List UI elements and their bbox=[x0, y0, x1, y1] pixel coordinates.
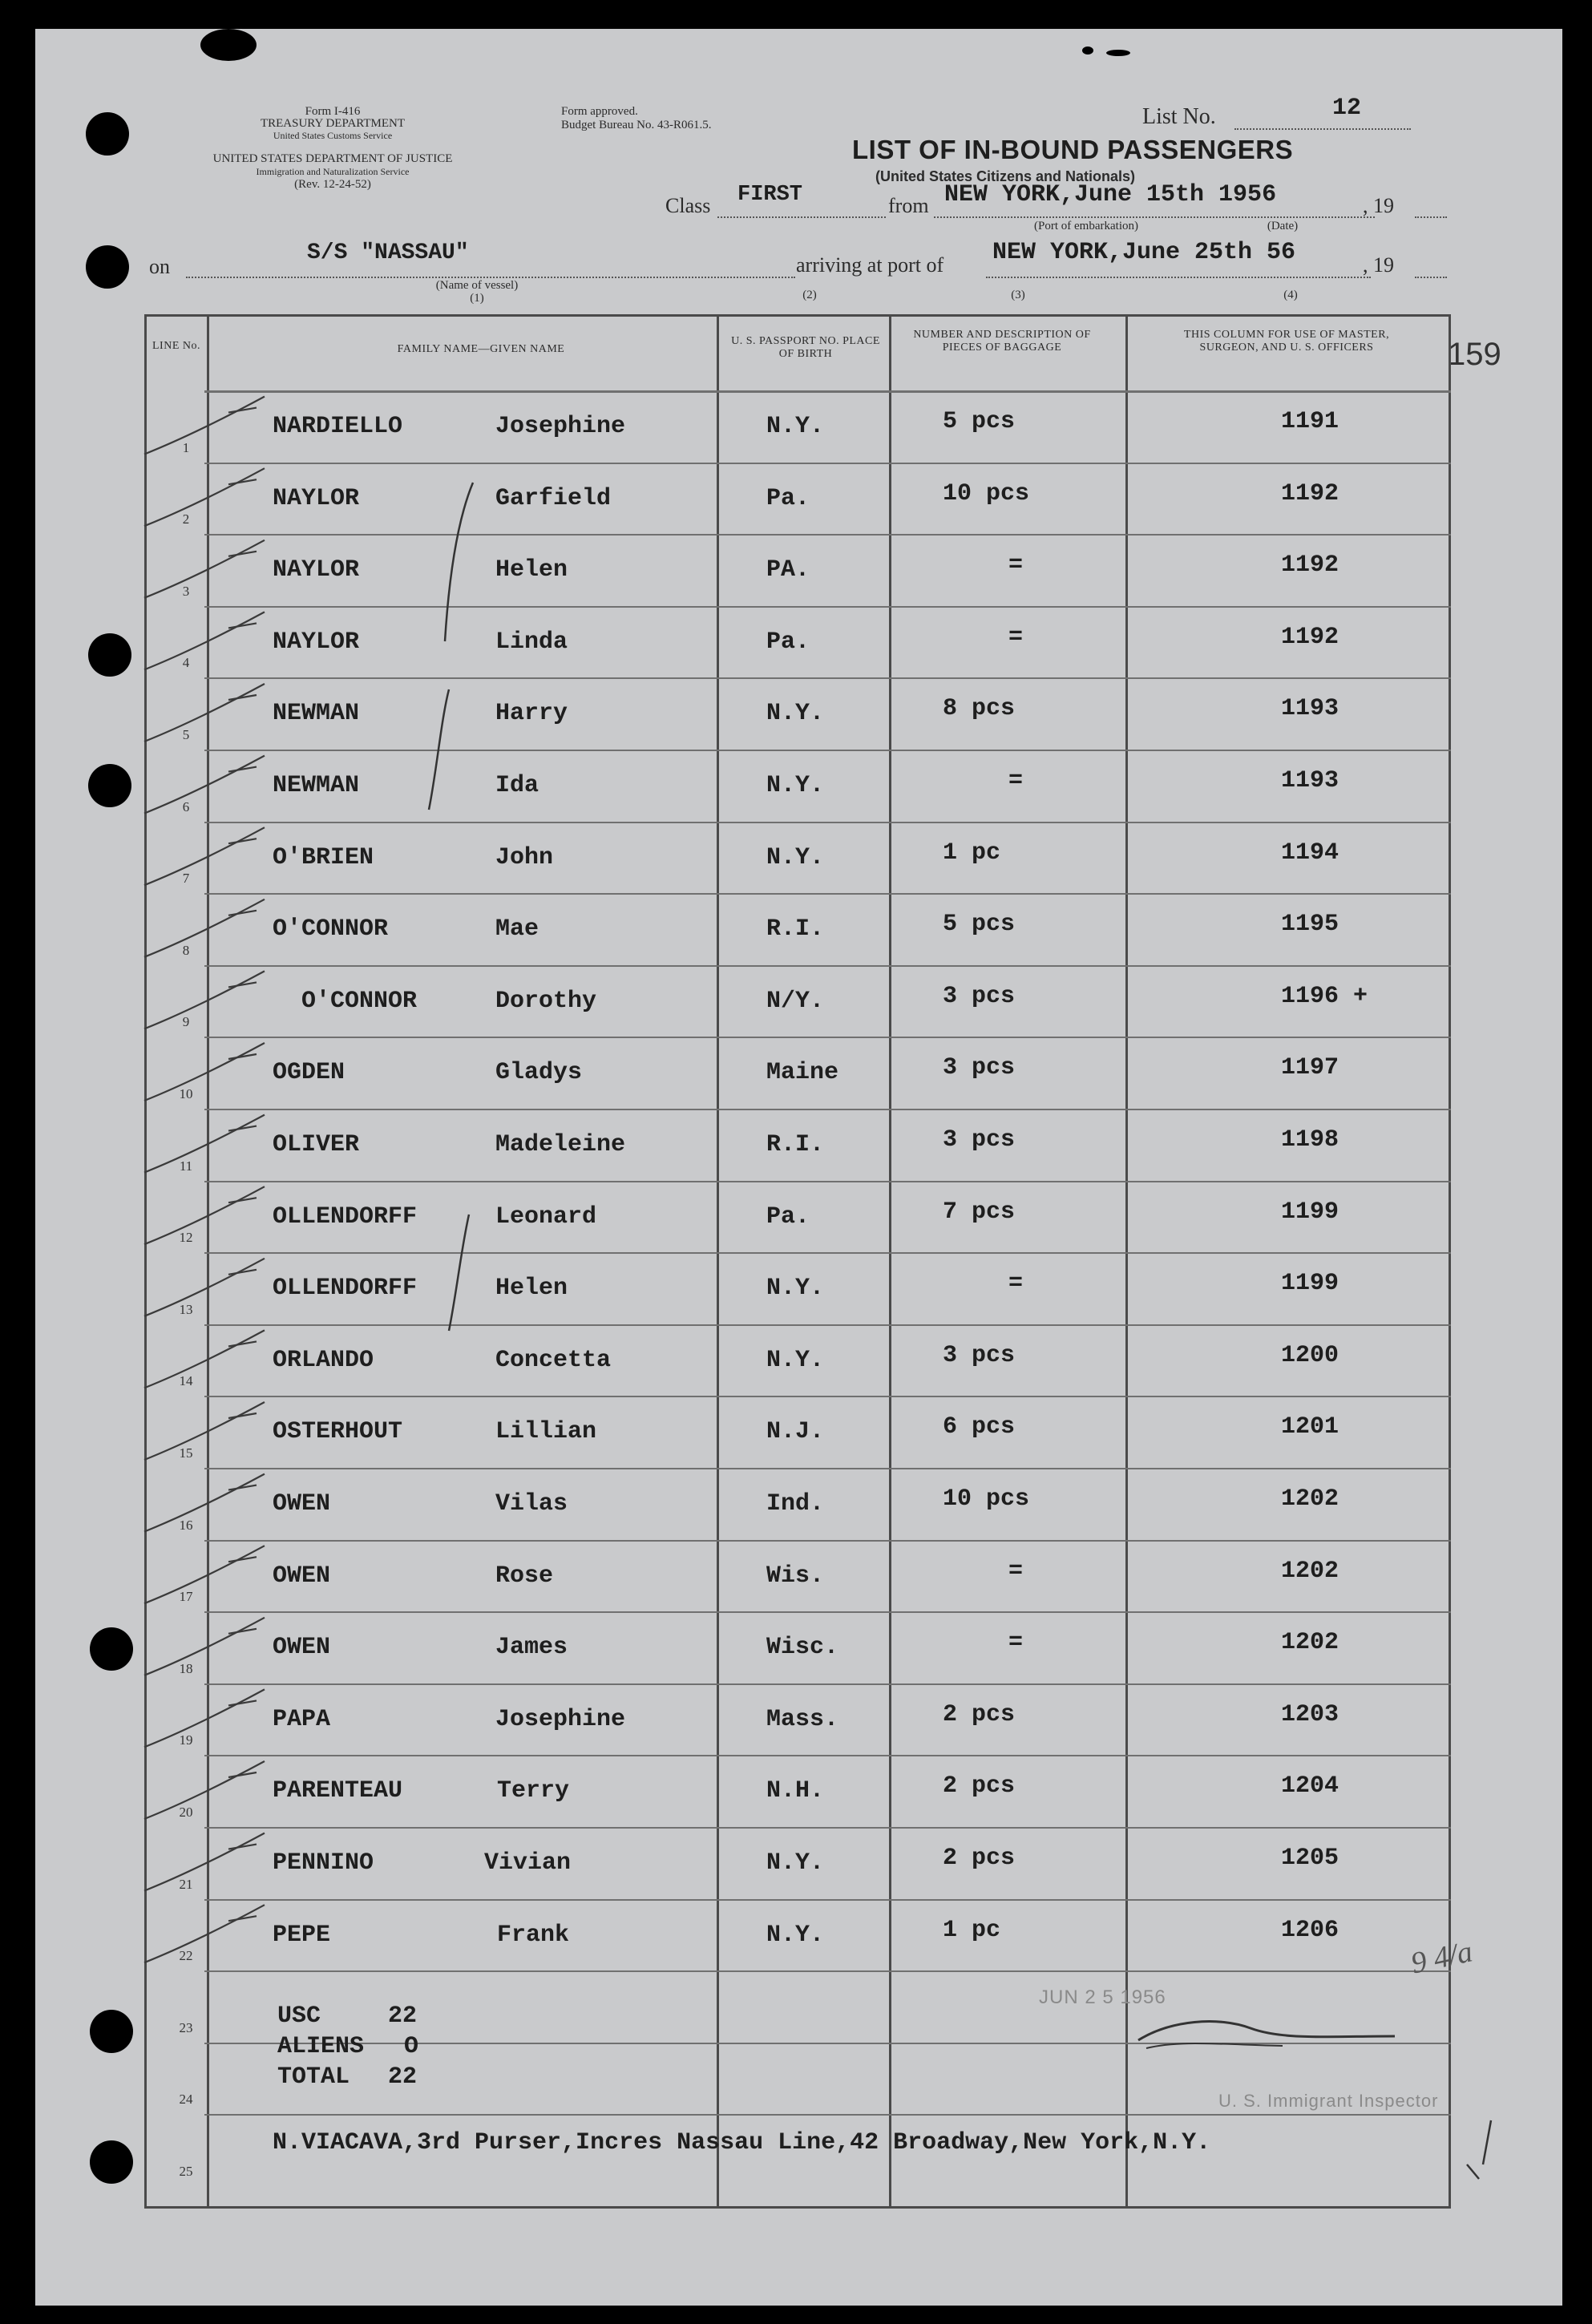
vessel-caption: (Name of vessel) bbox=[435, 279, 519, 292]
ins-service: Immigration and Naturalization Service bbox=[256, 166, 410, 177]
line-number: 4 bbox=[182, 655, 190, 671]
family-name: NAYLOR bbox=[273, 556, 360, 584]
given-name: Frank bbox=[497, 1921, 570, 1949]
officer-number: 1199 bbox=[1281, 1198, 1339, 1226]
baggage: 6 pcs bbox=[943, 1413, 1016, 1441]
line-number: 1 bbox=[182, 439, 190, 455]
baggage: 2 pcs bbox=[943, 1700, 1016, 1728]
given-name: Garfield bbox=[495, 484, 612, 512]
place-of-birth: N.Y. bbox=[766, 843, 825, 871]
line-number: 8 bbox=[182, 942, 190, 958]
from-label: from bbox=[888, 194, 929, 217]
check-mark bbox=[144, 1905, 265, 1962]
baggage: 7 pcs bbox=[943, 1198, 1016, 1226]
vessel-value: S/S "NASSAU" bbox=[307, 240, 469, 265]
form-approved: Form approved. bbox=[561, 105, 638, 118]
officer-number: 1206 bbox=[1281, 1916, 1339, 1944]
family-name: ORLANDO bbox=[273, 1346, 374, 1374]
given-name: James bbox=[495, 1634, 568, 1662]
given-name: Helen bbox=[495, 556, 568, 584]
place-of-birth: N.Y. bbox=[766, 772, 825, 799]
col2-caption: (2) bbox=[802, 289, 817, 301]
given-name: Josephine bbox=[495, 1705, 626, 1733]
family-name: PEPE bbox=[273, 1921, 331, 1949]
purser-line: N.VIACAVA,3rd Purser,Incres Nassau Line,42 Broadway,New York,N.Y. bbox=[273, 2129, 1211, 2156]
given-name: Linda bbox=[495, 628, 568, 656]
family-bracket bbox=[429, 689, 449, 810]
on-label: on bbox=[149, 255, 170, 278]
line-number: 14 bbox=[179, 1373, 193, 1389]
header-officers: THIS COLUMN FOR USE OF MASTER, SURGEON, AND U. S. OFFICERS bbox=[1183, 329, 1390, 354]
line-number: 17 bbox=[179, 1589, 193, 1605]
usc-value: 22 bbox=[388, 2003, 418, 2030]
officer-number: 1203 bbox=[1281, 1700, 1339, 1728]
year-suffix-1: , 19 bbox=[1363, 194, 1394, 217]
officer-number: 1192 bbox=[1281, 479, 1339, 507]
inspector-caption: U. S. Immigrant Inspector bbox=[1218, 2091, 1439, 2111]
line-number: 16 bbox=[179, 1517, 193, 1533]
officer-number: 1195 bbox=[1281, 911, 1339, 939]
baggage: 10 pcs bbox=[943, 479, 1030, 507]
total-value: 22 bbox=[388, 2063, 418, 2091]
baggage: 8 pcs bbox=[943, 695, 1016, 723]
date-stamp: JUN 2 5 1956 bbox=[1039, 1987, 1166, 2008]
officer-number: 1204 bbox=[1281, 1772, 1339, 1801]
given-name: Leonard bbox=[495, 1202, 597, 1231]
family-name: PARENTEAU bbox=[273, 1777, 403, 1805]
check-mark bbox=[144, 1689, 265, 1747]
line-number: 24 bbox=[179, 2092, 193, 2108]
family-name: O'CONNOR bbox=[301, 987, 418, 1015]
family-name: NEWMAN bbox=[273, 772, 360, 799]
given-name: Rose bbox=[495, 1562, 554, 1590]
family-name: OWEN bbox=[273, 1562, 331, 1590]
officer-number: 1202 bbox=[1281, 1485, 1339, 1513]
officer-number: 1193 bbox=[1281, 767, 1339, 794]
line-number: 2 bbox=[182, 511, 190, 527]
given-name: Vilas bbox=[495, 1490, 568, 1518]
line-number: 22 bbox=[179, 1948, 193, 1964]
family-name: NARDIELLO bbox=[273, 413, 403, 440]
place-of-birth: Ind. bbox=[766, 1490, 825, 1518]
place-of-birth: N.J. bbox=[766, 1418, 825, 1446]
check-mark bbox=[144, 1330, 265, 1388]
given-name: Concetta bbox=[495, 1346, 612, 1374]
line-number: 10 bbox=[179, 1086, 193, 1101]
family-name: NAYLOR bbox=[273, 628, 360, 656]
col3-caption: (3) bbox=[1011, 289, 1025, 301]
arriving-label: arriving at port of bbox=[796, 253, 944, 277]
place-of-birth: Maine bbox=[766, 1059, 839, 1087]
check-mark bbox=[144, 397, 265, 455]
baggage: 3 pcs bbox=[943, 1341, 1016, 1369]
place-of-birth: Pa. bbox=[766, 1202, 810, 1231]
header-passport: U. S. PASSPORT NO. PLACE OF BIRTH bbox=[731, 335, 880, 360]
check-mark bbox=[144, 1186, 265, 1244]
check-mark bbox=[144, 1402, 265, 1460]
baggage: 1 pc bbox=[943, 839, 1001, 867]
officer-number: 1192 bbox=[1281, 552, 1339, 580]
page-number: 159 bbox=[1448, 337, 1501, 372]
family-name: O'CONNOR bbox=[273, 915, 389, 944]
place-of-birth: Wisc. bbox=[766, 1634, 839, 1662]
line-number: 5 bbox=[182, 727, 190, 742]
col4-caption: (4) bbox=[1283, 289, 1298, 301]
usc-label: USC bbox=[277, 2003, 321, 2030]
line-number: 15 bbox=[179, 1445, 193, 1461]
check-mark bbox=[144, 1474, 265, 1532]
officer-number: 1200 bbox=[1281, 1341, 1339, 1369]
header-name: FAMILY NAME—GIVEN NAME bbox=[397, 343, 565, 355]
place-of-birth: Wis. bbox=[766, 1562, 825, 1590]
aliens-label: ALIENS bbox=[277, 2033, 365, 2060]
form-number: Form I-416 bbox=[305, 105, 361, 118]
header-baggage: NUMBER AND DESCRIPTION OF PIECES OF BAGGAGE bbox=[913, 329, 1091, 354]
officer-number: 1205 bbox=[1281, 1845, 1339, 1872]
family-name: PENNINO bbox=[273, 1849, 374, 1877]
pencil-mark bbox=[1483, 2120, 1491, 2164]
line-number: 9 bbox=[182, 1014, 190, 1030]
officer-number: 1192 bbox=[1281, 623, 1339, 651]
place-of-birth: N.Y. bbox=[766, 1275, 825, 1303]
baggage: 3 pcs bbox=[943, 1054, 1016, 1082]
line-number: 13 bbox=[179, 1301, 193, 1317]
baggage: 10 pcs bbox=[943, 1485, 1030, 1513]
baggage: 5 pcs bbox=[943, 911, 1016, 939]
given-name: Madeleine bbox=[495, 1131, 626, 1158]
officer-number: 1191 bbox=[1281, 408, 1339, 435]
baggage: = bbox=[1008, 552, 1024, 580]
page-title: LIST OF IN-BOUND PASSENGERS bbox=[852, 135, 1294, 164]
budget-bureau: Budget Bureau No. 43-R061.5. bbox=[561, 119, 712, 131]
line-number: 6 bbox=[182, 798, 190, 814]
officer-number: 1198 bbox=[1281, 1126, 1339, 1154]
officer-number: 1197 bbox=[1281, 1054, 1339, 1082]
check-mark bbox=[144, 1546, 265, 1603]
family-bracket bbox=[449, 1215, 469, 1331]
baggage: 2 pcs bbox=[943, 1845, 1016, 1872]
check-mark bbox=[144, 468, 265, 526]
family-name: OGDEN bbox=[273, 1059, 345, 1087]
place-of-birth: N.Y. bbox=[766, 1346, 825, 1374]
baggage: = bbox=[1008, 1270, 1024, 1298]
inspector-signature bbox=[1146, 2043, 1283, 2048]
check-mark bbox=[144, 1761, 265, 1819]
place-of-birth: N.Y. bbox=[766, 1921, 825, 1949]
baggage: 5 pcs bbox=[943, 408, 1016, 435]
line-number: 19 bbox=[179, 1732, 193, 1748]
place-of-birth: N.Y. bbox=[766, 700, 825, 728]
officer-number: 1193 bbox=[1281, 695, 1339, 723]
given-name: John bbox=[495, 843, 554, 871]
family-name: PAPA bbox=[273, 1705, 331, 1733]
baggage: 1 pc bbox=[943, 1916, 1001, 1944]
officer-number: 1201 bbox=[1281, 1413, 1339, 1441]
given-name: Vivian bbox=[484, 1849, 572, 1877]
place-of-birth: N.Y. bbox=[766, 1849, 825, 1877]
check-mark bbox=[144, 971, 265, 1029]
treasury-dept: TREASURY DEPARTMENT bbox=[260, 117, 406, 130]
place-of-birth: Pa. bbox=[766, 628, 810, 656]
officer-number: 1202 bbox=[1281, 1557, 1339, 1585]
check-mark bbox=[144, 1043, 265, 1101]
form-revision: (Rev. 12-24-52) bbox=[294, 178, 371, 191]
from-value: NEW YORK,June 15th 1956 bbox=[944, 181, 1277, 208]
baggage: = bbox=[1008, 1629, 1024, 1657]
margin-note: 9 4/a bbox=[1408, 1934, 1476, 1981]
baggage: 2 pcs bbox=[943, 1772, 1016, 1801]
line-number: 23 bbox=[179, 2019, 193, 2035]
aliens-value: O bbox=[404, 2033, 419, 2060]
justice-dept: UNITED STATES DEPARTMENT OF JUSTICE bbox=[212, 152, 453, 165]
customs-service: United States Customs Service bbox=[273, 130, 393, 141]
baggage: = bbox=[1008, 1557, 1024, 1585]
place-of-birth: N.Y. bbox=[766, 413, 825, 440]
baggage: 3 pcs bbox=[943, 1126, 1016, 1154]
given-name: Lillian bbox=[495, 1418, 597, 1446]
check-mark bbox=[144, 1833, 265, 1891]
family-name: OWEN bbox=[273, 1490, 331, 1518]
header-line-no: LINE No. bbox=[152, 340, 200, 352]
check-mark bbox=[144, 1618, 265, 1675]
line-number: 25 bbox=[179, 2164, 193, 2179]
place-of-birth: Mass. bbox=[766, 1705, 839, 1733]
given-name: Gladys bbox=[495, 1059, 583, 1087]
check-mark bbox=[144, 684, 265, 742]
given-name: Mae bbox=[495, 915, 539, 944]
line-number: 18 bbox=[179, 1660, 193, 1676]
given-name: Harry bbox=[495, 700, 568, 728]
officer-number: 1196 + bbox=[1281, 982, 1368, 1010]
port-embark-caption: (Port of embarkation) bbox=[1034, 220, 1138, 232]
family-name: OSTERHOUT bbox=[273, 1418, 403, 1446]
class-value: FIRST bbox=[737, 183, 803, 207]
line-number: 12 bbox=[179, 1230, 193, 1246]
place-of-birth: N/Y. bbox=[766, 987, 825, 1015]
line-number: 3 bbox=[182, 583, 190, 599]
list-no-value: 12 bbox=[1332, 95, 1362, 122]
family-name: NEWMAN bbox=[273, 700, 360, 728]
date-caption: (Date) bbox=[1267, 220, 1299, 232]
inspector-signature bbox=[1138, 2022, 1395, 2040]
place-of-birth: N.H. bbox=[766, 1777, 825, 1805]
check-marks bbox=[144, 397, 265, 1963]
check-mark bbox=[144, 1259, 265, 1316]
total-label: TOTAL bbox=[277, 2063, 350, 2091]
given-name: Dorothy bbox=[495, 987, 597, 1015]
given-name: Josephine bbox=[495, 413, 626, 440]
year-suffix-2: , 19 bbox=[1363, 253, 1394, 277]
officer-number: 1194 bbox=[1281, 839, 1339, 867]
family-name: O'BRIEN bbox=[273, 843, 374, 871]
line-number: 21 bbox=[179, 1876, 193, 1892]
given-name: Ida bbox=[495, 772, 539, 799]
list-no-label: List No. bbox=[1142, 104, 1216, 129]
given-name: Terry bbox=[497, 1777, 570, 1805]
baggage: 3 pcs bbox=[943, 982, 1016, 1010]
check-mark bbox=[144, 756, 265, 814]
place-of-birth: PA. bbox=[766, 556, 810, 584]
baggage: = bbox=[1008, 623, 1024, 651]
vessel-col-caption: (1) bbox=[470, 292, 484, 305]
place-of-birth: Pa. bbox=[766, 484, 810, 512]
place-of-birth: R.I. bbox=[766, 915, 825, 944]
line-number: 20 bbox=[179, 1805, 193, 1820]
family-name: NAYLOR bbox=[273, 484, 360, 512]
family-name: OWEN bbox=[273, 1634, 331, 1662]
pencil-mark bbox=[1467, 2164, 1479, 2179]
officer-number: 1199 bbox=[1281, 1270, 1339, 1298]
place-of-birth: R.I. bbox=[766, 1131, 825, 1158]
check-mark bbox=[144, 612, 265, 669]
check-mark bbox=[144, 1115, 265, 1173]
family-name: OLIVER bbox=[273, 1131, 360, 1158]
arrival-value: NEW YORK,June 25th 56 bbox=[992, 239, 1296, 266]
baggage: = bbox=[1008, 767, 1024, 794]
given-name: Helen bbox=[495, 1275, 568, 1303]
check-mark bbox=[144, 540, 265, 598]
line-number: 11 bbox=[179, 1158, 193, 1174]
family-bracket bbox=[445, 483, 473, 641]
class-label: Class bbox=[665, 194, 711, 217]
page-subtitle: (United States Citizens and Nationals) bbox=[875, 168, 1136, 184]
family-name: OLLENDORFF bbox=[273, 1202, 418, 1231]
family-name: OLLENDORFF bbox=[273, 1275, 418, 1303]
officer-number: 1202 bbox=[1281, 1629, 1339, 1657]
check-mark bbox=[144, 899, 265, 957]
check-mark bbox=[144, 827, 265, 885]
line-number: 7 bbox=[182, 871, 190, 887]
